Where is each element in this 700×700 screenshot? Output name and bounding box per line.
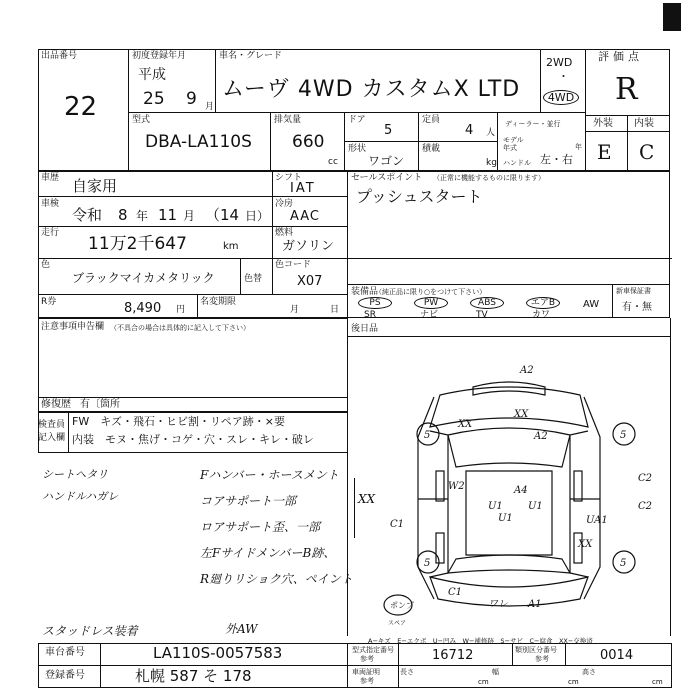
mileage-unit: km — [223, 241, 239, 252]
right-side — [584, 397, 600, 599]
diagram-label: ワレ — [488, 599, 508, 610]
notes-sub: （不具合の場合は具体的に記入して下さい） — [110, 324, 250, 332]
plate-value: 札幌 587 そ 178 — [135, 667, 252, 685]
diagram-label: C2 — [638, 473, 653, 484]
inspection-year-unit: 年 — [136, 209, 149, 223]
left-pillar — [430, 431, 448, 577]
equipment-code: エアB — [526, 297, 560, 309]
reg-year: 25 — [143, 89, 165, 109]
load-label: 積載 — [422, 144, 441, 154]
exterior-value: E — [597, 140, 612, 164]
doors-value: 5 — [384, 123, 393, 138]
diagram-label: C2 — [638, 501, 653, 512]
equipment-note: （純正品に限り○をつけて下さい） — [375, 288, 487, 296]
diagram-label: A2 — [520, 365, 534, 376]
drive-4wd: 4WD — [543, 90, 579, 105]
dims-hei-unit: cm — [652, 678, 663, 686]
handwritten-repair: 左FサイドメンバーB跡、 — [200, 546, 336, 560]
diagram-label: 5 — [620, 558, 627, 569]
equipment-extra: AW — [583, 299, 600, 310]
reg-month: 9 — [186, 89, 197, 109]
dims-sub: 参考 — [360, 677, 374, 685]
interior-value: C — [639, 140, 655, 164]
equipment-code: ABS — [470, 297, 504, 309]
inspection-month: 11 — [158, 206, 178, 224]
repair-value: 有〔箇所 — [80, 399, 120, 410]
shift-value: IAT — [290, 181, 316, 196]
diagram-label: XX — [514, 409, 529, 420]
lot-number: 22 — [64, 92, 98, 122]
name-change-label: 名変期限 — [200, 297, 237, 307]
inspector-row2: 内装 モヌ・焦げ・コゲ・穴・スレ・キレ・破レ — [72, 433, 314, 446]
inspection-era: 令和 — [72, 206, 103, 224]
repair-label: 修復歴 — [41, 399, 71, 410]
diagram-label: XX — [578, 539, 593, 550]
hood — [430, 387, 588, 427]
equipment-name: SR — [364, 310, 376, 320]
reg-month-unit: 月 — [205, 102, 215, 112]
drive-2wd: 2WD — [546, 56, 573, 69]
color-label: 色 — [41, 260, 51, 270]
car-damage-diagram — [348, 337, 670, 636]
recycle-unit: 円 — [176, 305, 186, 315]
diagram-label: U1 — [498, 513, 513, 524]
notes-label: 注意事項申告欄 — [41, 322, 105, 332]
color-change-label: 色替 — [244, 274, 263, 284]
dims-label: 車両証明 — [352, 668, 380, 676]
dims-wid-unit: cm — [568, 678, 579, 686]
exterior-label: 外装 — [593, 118, 613, 129]
handwritten-studless: スタッドレス装着 — [42, 624, 138, 638]
diagram-label: A2 — [534, 431, 548, 442]
diagram-label: 5 — [424, 430, 431, 441]
sales-point-note: （正常に機能するものに限ります） — [433, 174, 545, 182]
diagram-label: C1 — [390, 519, 405, 530]
diagram-label: W2 — [448, 481, 465, 492]
name-change-day: 日 — [330, 305, 340, 315]
damage-legend: A−キズ E−エクボ U−凹み W−補修跡 S−サビ C−腐食 XX−交換済 — [368, 637, 593, 645]
rear-glass — [448, 555, 570, 573]
recycle-label: R券 — [41, 297, 57, 307]
diagram-label: 5 — [620, 430, 627, 441]
reg-era: 平成 — [138, 67, 166, 83]
inspector-label: 検査員 — [38, 420, 66, 430]
spare-sub: スペア — [388, 620, 407, 627]
drive-dot: ・ — [558, 70, 569, 83]
equipment-code: PW — [414, 297, 448, 309]
shape-value: ワゴン — [368, 154, 405, 168]
handwritten-xx: XX — [358, 492, 376, 506]
inspector-label2: 記入欄 — [38, 433, 66, 443]
sales-point-label: セールスポイント — [351, 173, 423, 183]
rating-label: 評価点 — [598, 50, 643, 63]
equipment-label: 装備品 — [351, 287, 379, 297]
equipment-name: カワ — [532, 310, 551, 320]
displacement-label: 排気量 — [274, 115, 302, 125]
color-code-value: X07 — [297, 274, 323, 289]
sales-point-value: プッシュスタート — [356, 187, 483, 206]
handwritten-repair: ロアサポート歪、一部 — [200, 520, 321, 534]
diagram-label: XX — [458, 419, 473, 430]
fuel-label: 燃料 — [275, 228, 294, 238]
inspection-month-unit: 月 — [183, 209, 196, 223]
diagram-label: C1 — [448, 587, 463, 598]
color-value: ブラックマイカメタリック — [72, 271, 215, 285]
windshield — [448, 428, 570, 467]
handwritten-note: シートヘタリ — [42, 468, 108, 481]
cat-value: 0014 — [600, 648, 634, 663]
model-value: DBA-LA110S — [145, 132, 252, 152]
chassis-value: LA110S-0057583 — [153, 644, 283, 662]
warranty-label: 新車保証書 — [616, 287, 651, 295]
right-pillar — [570, 431, 588, 577]
car-name-label: 車名・グレード — [219, 51, 283, 61]
capacity-unit: 人 — [486, 128, 496, 138]
load-unit: kg — [486, 158, 497, 168]
equipment-name: ナビ — [420, 310, 439, 320]
equipment-code: PS — [358, 297, 392, 309]
plate-label: 登録番号 — [45, 670, 85, 681]
corner-mark — [663, 3, 681, 31]
dims-len-unit: cm — [478, 678, 489, 686]
diagram-label: U1 — [528, 501, 543, 512]
diagram-label: UA1 — [586, 515, 608, 526]
displacement-unit: cc — [328, 157, 338, 167]
equipment-name: TV — [476, 310, 488, 320]
dims-wid: 幅 — [492, 668, 499, 676]
shape-label: 形状 — [348, 144, 367, 154]
recycle-value: 8,490 — [124, 301, 162, 316]
handle-value: 左・右 — [540, 153, 573, 166]
diagram-label: U1 — [488, 501, 503, 512]
reg-date-label: 初度登録年月 — [132, 51, 187, 61]
diagram-label: A4 — [514, 485, 528, 496]
aircon-value: AAC — [290, 209, 320, 224]
inspection-day-unit: 日） — [245, 209, 270, 223]
model-year-label: モデル年式 — [503, 136, 524, 152]
later-label: 後日品 — [351, 324, 379, 334]
inspection-day: （14 — [205, 206, 240, 224]
cat-label: 類別区分番号 — [515, 646, 557, 654]
chassis-label: 車台番号 — [45, 647, 85, 658]
dims-hei: 高さ — [582, 668, 596, 676]
dealer-label: ディーラー・並行 — [505, 120, 561, 128]
type-no-label: 型式指定番号 — [352, 646, 394, 654]
name-change-month: 月 — [290, 305, 300, 315]
handwritten-repair: Fハンバー・ホースメント — [200, 468, 339, 482]
displacement-value: 660 — [292, 132, 325, 152]
lot-label: 出品番号 — [41, 51, 78, 61]
handwritten-repair: R廻りリショク穴、ペイント — [200, 572, 353, 586]
doors-label: ドア — [348, 115, 366, 125]
capacity-value: 4 — [465, 123, 474, 138]
year-unit: 年 — [575, 143, 582, 151]
inspector-row1: FW キズ・飛石・ヒビ割・リペア跡・×要 — [72, 415, 285, 428]
usage-value: 自家用 — [72, 177, 118, 195]
inspection-label: 車検 — [41, 199, 60, 209]
mileage-value: 11万2千647 — [88, 234, 187, 254]
fuel-value: ガソリン — [282, 239, 335, 254]
diagram-label: 5 — [424, 558, 431, 569]
type-no-sub: 参考 — [360, 655, 374, 663]
handwritten-repair: コアサポート一部 — [200, 494, 297, 508]
color-code-label: 色コード — [275, 260, 312, 270]
handwritten-outer-aw: 外AW — [225, 622, 258, 636]
capacity-label: 定員 — [422, 115, 441, 125]
spare-label: ポンプ — [390, 601, 414, 610]
dims-len: 長さ — [400, 668, 414, 676]
interior-label: 内装 — [634, 118, 654, 129]
handle-label: ハンドル — [503, 159, 531, 167]
warranty-value: 有・無 — [622, 302, 652, 313]
rating-value: R — [615, 72, 638, 107]
shift-label: シフト — [275, 173, 303, 183]
type-no-value: 16712 — [432, 648, 474, 663]
usage-label: 車歴 — [41, 173, 60, 183]
handwritten-note: ハンドルハガレ — [42, 490, 119, 503]
cat-sub: 参考 — [535, 655, 549, 663]
model-label: 型式 — [132, 115, 151, 125]
aircon-label: 冷房 — [275, 199, 294, 209]
inspection-year: 8 — [118, 206, 128, 224]
diagram-label: A1 — [528, 599, 542, 610]
mileage-label: 走行 — [41, 228, 60, 238]
car-name: ムーヴ 4WD カスタムX LTD — [222, 77, 521, 102]
